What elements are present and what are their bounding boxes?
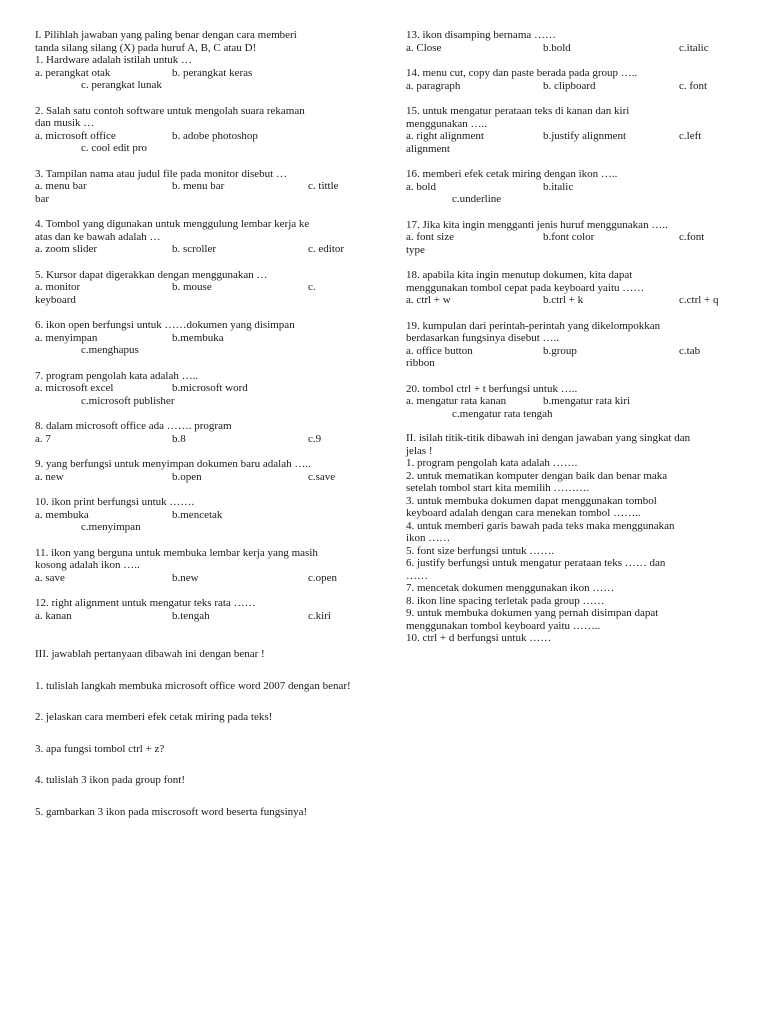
question-text: dan musik … [35,117,95,129]
question-text: 19. kumpulan dari perintah-perintah yang dikelompokkan [406,319,661,332]
answer-option-continued: ribbon [406,357,435,369]
answer-option: b.membuka [172,331,224,344]
answer-options [35,130,380,143]
answer-option: c.font [679,231,705,243]
question-item [35,218,380,256]
answer-option: b.tengah [172,609,210,622]
question-text: menggunakan ….. [406,117,487,130]
answer-option: b.ctrl + k [543,294,584,306]
question-text: berdasarkan fungsinya disebut ….. [406,332,560,344]
answer-option: a. menu bar [35,180,87,192]
question-item [35,168,380,206]
right-questions [406,29,736,420]
question-text: 8. dalam microsoft office ada ……. program [35,420,232,432]
answer-option: c.underline [452,193,502,205]
answer-option: a. zoom slider [35,243,98,255]
answer-option: a. 7 [35,432,51,445]
essay-questions [35,680,380,819]
answer-option: b.bold [543,41,571,54]
answer-option: c.tab [679,344,701,357]
fill-in-line: 1. program pengolah kata adalah ……. [406,457,578,469]
essay-question: 3. apa fungsi tombol ctrl + z? [35,742,165,755]
answer-options [406,345,736,358]
essay-question: 5. gambarkan 3 ikon pada miscrosoft word beserta fungsinya! [35,805,308,818]
question-text: 13. ikon disamping bernama …… [406,29,557,41]
answer-options [406,181,736,194]
answer-option: a. microsoft excel [35,382,114,394]
fill-in-line: 2. untuk mematikan komputer dengan baik dan benar maka [406,469,668,482]
answer-option: c. cool edit pro [81,142,147,154]
answer-option: a. font size [406,231,454,243]
question-item [406,269,736,307]
answer-option: a. microsoft office [35,129,116,142]
answer-option: c. [308,281,316,293]
fill-in-line: 8. ikon line spacing terletak pada group …… [406,594,605,607]
answer-options [406,395,736,408]
answer-option: b.group [543,344,577,357]
answer-option: b.font color [543,231,595,243]
question-item [35,597,380,622]
answer-option-continued: keyboard [35,293,76,306]
answer-option: c.italic [679,41,709,54]
fill-in-line: menggunakan tombol keyboard yaitu …….. [406,619,601,632]
answer-option: c.kiri [308,609,331,622]
section3-title: III. jawablah pertanyaan dibawah ini dengan benar ! [35,648,265,660]
question-text: 18. apabila kita ingin menutup dokumen, kita dapat [406,269,633,281]
question-text: menggunakan tombol cepat pada keyboard yaitu …… [406,281,645,294]
answer-option: b. mouse [172,281,212,293]
question-item [406,67,736,92]
answer-option-continued: alignment [406,142,450,155]
fill-in-line: jelas ! [406,444,433,457]
answer-option: a. mengatur rata kanan [406,395,507,407]
answer-option: b.mencetak [172,508,223,521]
question-item [406,168,736,206]
answer-option: b. scroller [172,243,216,255]
answer-options [35,180,380,193]
fill-in-line: ikon …… [406,532,451,544]
answer-option: c.9 [308,432,322,445]
answer-options [35,471,380,484]
answer-options [406,80,736,93]
answer-option: a. menyimpan [35,331,98,344]
fill-in-line: 3. untuk membuka dokumen dapat menggunakan tombol [406,494,657,507]
answer-option: b.8 [172,432,186,445]
left-questions [35,54,380,622]
answer-option-continued: bar [35,192,50,205]
question-item [35,458,380,483]
answer-options [406,231,736,244]
question-item [406,320,736,370]
question-text: 16. memberi efek cetak miring dengan ikon ….. [406,168,618,180]
fill-in-line: 9. untuk membuka dokumen yang pernah disimpan dapat [406,607,659,619]
answer-options [406,294,736,307]
answer-option: a. office button [406,344,473,357]
answer-options [35,572,380,585]
answer-option: c.open [308,571,338,584]
question-text: 4. Tombol yang digunakan untuk menggulung lembar kerja ke [35,218,310,230]
answer-option: c.left [679,130,702,142]
question-text: 9. yang berfungsi untuk menyimpan dokumen baru adalah ….. [35,458,311,470]
answer-option: c.ctrl + q [679,294,719,306]
question-item [406,29,736,54]
question-item [35,319,380,357]
question-item [35,496,380,534]
answer-option: c. perangkat lunak [81,79,162,91]
fill-in-line: 4. untuk memberi garis bawah pada teks maka menggunakan [406,519,675,532]
answer-option: a. new [35,470,64,483]
answer-option: b.italic [543,180,574,193]
question-text: 2. Salah satu contoh software untuk mengolah suara rekaman [35,104,305,117]
answer-option: c.menyimpan [81,521,141,533]
answer-options [35,332,380,345]
question-item [35,105,380,155]
fill-in-line: keyboard adalah dengan cara menekan tombol …….. [406,507,641,519]
answer-options [35,281,380,294]
fill-in-line: 5. font size berfungsi untuk ……. [406,544,555,557]
answer-option: c. editor [308,243,345,255]
answer-options [35,243,380,256]
left-column [35,29,380,837]
question-text: 10. ikon print berfungsi untuk ……. [35,496,195,508]
answer-options [406,130,736,143]
answer-options [35,67,380,80]
question-item [406,219,736,257]
fill-in-line: 7. mencetak dokumen menggunakan ikon …… [406,582,615,594]
instruction-line: tanda silang silang (X) pada huruf A, B, C atau D! [35,41,257,54]
question-item [35,420,380,445]
answer-option: a. save [35,571,65,584]
answer-option: b.new [172,571,199,584]
question-item [406,105,736,155]
answer-option: c.microsoft publisher [81,394,175,407]
answer-option: b. clipboard [543,79,596,92]
fill-in-line: II. isilah titik-titik dibawah ini dengan jawaban yang singkat dan [406,432,691,444]
answer-option: c.menghapus [81,344,139,356]
question-text: 7. program pengolah kata adalah ….. [35,369,199,382]
answer-options [406,42,736,55]
answer-option: a. ctrl + w [406,294,451,306]
question-text: 11. ikon yang berguna untuk membuka lembar kerja yang masih [35,546,318,559]
answer-options [35,433,380,446]
fill-in-line: setelah tombol start kita memilih ………. [406,482,590,494]
question-item [35,54,380,92]
answer-option: a. paragraph [406,79,461,92]
question-text: 15. untuk mengatur perataan teks di kanan dan kiri [406,105,630,117]
essay-question: 1. tulislah langkah membuka microsoft office word 2007 dengan benar! [35,679,351,692]
answer-option: a. bold [406,180,436,193]
question-text: kosong adalah ikon ….. [35,559,140,571]
question-text: 5. Kursor dapat digerakkan dengan menggunakan … [35,268,268,281]
instruction-line: I. Pilihlah jawaban yang paling benar dengan cara memberi [35,29,297,41]
answer-option: a. monitor [35,281,81,293]
question-item [35,547,380,585]
right-column [406,29,736,645]
answer-option: b. adobe photoshop [172,129,258,142]
answer-option: a. kanan [35,609,72,622]
question-item [406,383,736,421]
question-text: 3. Tampilan nama atau judul file pada monitor disebut … [35,167,287,180]
answer-option: b. menu bar [172,180,225,192]
answer-option: a. Close [406,41,442,54]
question-item [35,370,380,408]
question-text: atas dan ke bawah adalah … [35,230,161,243]
question-text: 12. right alignment untuk mengatur teks rata …… [35,597,256,609]
answer-option: c.mengatur rata tengah [452,407,553,420]
answer-option: a. perangkat otak [35,66,111,79]
answer-option-continued: type [406,243,425,256]
answer-option: b. perangkat keras [172,66,253,79]
answer-option: c. font [679,79,708,92]
answer-option: b.open [172,470,202,483]
question-text: 1. Hardware adalah istilah untuk … [35,54,193,66]
section2-fill-in [406,432,736,645]
answer-options [35,382,380,395]
section1-instructions [35,29,380,54]
answer-option: c.save [308,470,336,483]
question-text: 14. menu cut, copy dan paste berada pada group ….. [406,67,638,79]
question-text: 6. ikon open berfungsi untuk ……dokumen yang disimpan [35,319,295,331]
answer-option: b.justify alignment [543,130,627,142]
answer-option: b.mengatur rata kiri [543,395,631,407]
question-text: 17. Jika kita ingin mengganti jenis huruf menggunakan ….. [406,218,668,231]
answer-options [35,509,380,522]
essay-question: 4. tulislah 3 ikon pada group font! [35,774,186,786]
answer-option: b.microsoft word [172,382,248,394]
answer-option: a. right alignment [406,130,484,142]
fill-in-line: 6. justify berfungsi untuk mengatur perataan teks …… dan [406,557,666,569]
answer-option: c. tittle [308,180,339,192]
question-item [35,269,380,307]
question-text: 20. tombol ctrl + t berfungsi untuk ….. [406,382,578,395]
answer-option: a. membuka [35,508,89,521]
fill-in-line: …… [406,569,428,582]
fill-in-line: 10. ctrl + d berfungsi untuk …… [406,632,552,644]
answer-options [35,610,380,623]
essay-question: 2. jelaskan cara memberi efek cetak miring pada teks! [35,711,273,723]
